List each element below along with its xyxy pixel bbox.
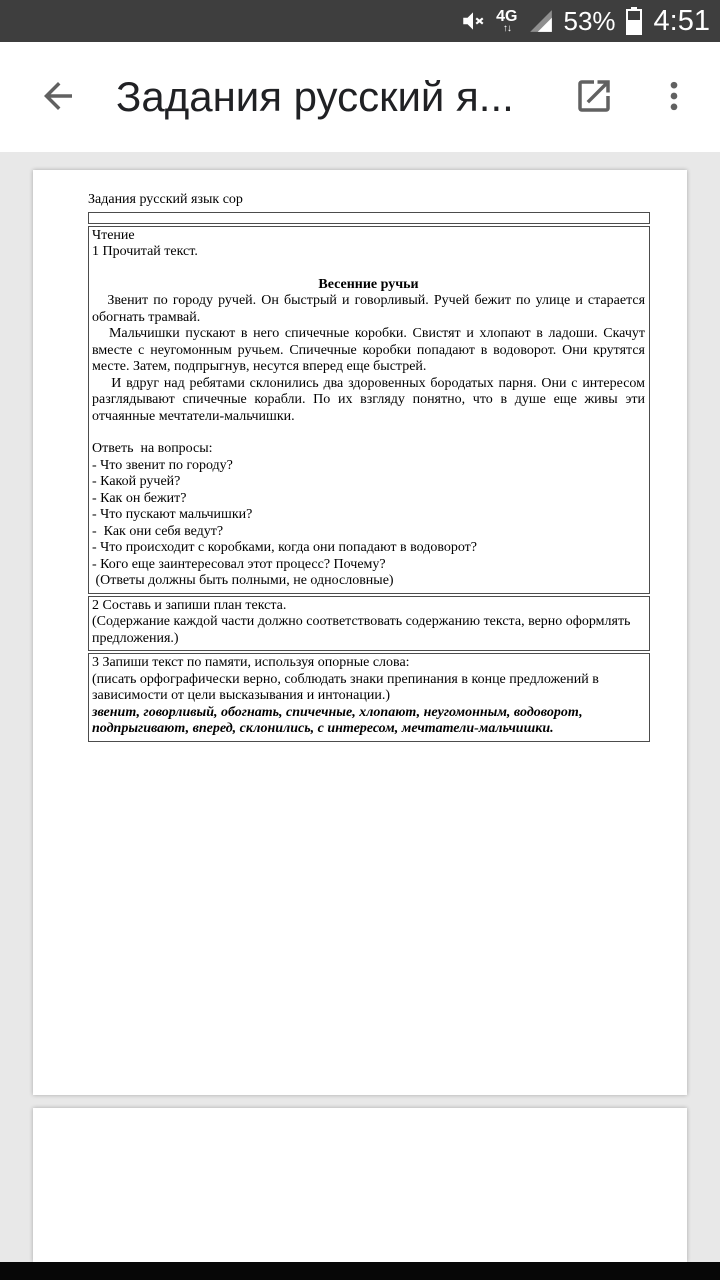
story-title: Весенние ручьи xyxy=(318,276,419,292)
section1-task: 1 Прочитай текст. xyxy=(92,244,198,259)
status-bar xyxy=(0,0,720,42)
mute-icon xyxy=(460,8,486,34)
answers-note: (Ответы должны быть полными, не однословные) xyxy=(92,573,394,588)
keywords-line: звенит, говорливый, обогнать, спичечные, хлопают, неугомонным, водоворот, подпрыгивают, вперед, склонились, с интересом, мечтатели-мальчишки. xyxy=(92,704,587,736)
story-paragraph: И вдруг над ребятами склонились два здоровенных бородатых парня. Они с интересом разглядывают спичечные корабли. По их взгляду понятно, что в душе еще живы эти отчаянные мечтатели-мальчишки. xyxy=(92,375,649,424)
bottom-bar xyxy=(0,1262,720,1280)
document-page-2 xyxy=(33,1108,687,1262)
question-item: - Что звенит по городу? xyxy=(92,457,233,473)
question-item: - Что происходит с коробками, когда они попадают в водоворот? xyxy=(92,540,477,555)
table-cell-reading xyxy=(88,226,650,594)
table-empty-row xyxy=(88,212,650,224)
assignment-table xyxy=(88,212,650,742)
data-arrows-icon: ↑↓ xyxy=(502,22,511,34)
clock: 4:51 xyxy=(653,4,710,37)
battery-percentage: 53% xyxy=(563,5,616,36)
page-title: Задания русский я... xyxy=(116,73,514,120)
table-cell-plan xyxy=(88,596,650,652)
spacer xyxy=(92,425,645,441)
table-cell-retelling xyxy=(88,653,650,742)
questions-header: Ответь на вопросы: xyxy=(92,441,213,456)
section3-note: (писать орфографически верно, соблюдать знаки препинания в конце предложений в зависимости от цели высказывания и интонации.) xyxy=(92,671,603,703)
section2-note: (Содержание каждой части должно соответствовать содержанию текста, верно оформлять предложения.) xyxy=(92,614,634,646)
back-arrow-icon xyxy=(37,75,79,120)
section1-heading: Чтение xyxy=(92,227,135,243)
document-page-1 xyxy=(33,170,687,1095)
signal-strength-icon xyxy=(528,8,554,34)
battery-icon xyxy=(626,7,642,35)
network-type-label: 4G xyxy=(496,7,518,25)
overflow-menu-button[interactable] xyxy=(646,69,702,125)
question-item: - Что пускают мальчишки? xyxy=(92,507,253,522)
overflow-menu-icon xyxy=(654,76,694,119)
open-in-new-button[interactable] xyxy=(566,69,622,125)
story-paragraph: Звенит по городу ручей. Он быстрый и говорливый. Ручей бежит по улице и старается обогнать трамвай. xyxy=(92,293,649,325)
question-item: - Как они себя ведут? xyxy=(92,523,224,539)
app-bar xyxy=(0,42,720,152)
open-in-new-icon xyxy=(573,75,615,120)
question-item: - Как он бежит? xyxy=(92,490,187,506)
section2-task: 2 Составь и запиши план текста. xyxy=(92,597,287,613)
section3-task: 3 Запиши текст по памяти, используя опорные слова: xyxy=(92,655,410,670)
story-paragraph: Мальчишки пускают в него спичечные коробки. Свистят и хлопают в ладоши. Скачут вместе с неугомонным ручьем. Спичечные коробки попадают в водоворот. Они крутятся месте. Затем, подпрыгнув, несутся вперед еще быстрей. xyxy=(92,326,649,374)
document-viewer[interactable] xyxy=(0,152,720,1262)
spacer xyxy=(92,261,645,277)
back-button[interactable] xyxy=(30,69,86,125)
document-title-line: Задания русский язык сор xyxy=(88,192,243,207)
mobile-data-4g-icon xyxy=(496,9,517,34)
question-item: - Кого еще заинтересовал этот процесс? Почему? xyxy=(92,556,386,572)
question-item: - Какой ручей? xyxy=(92,474,181,489)
